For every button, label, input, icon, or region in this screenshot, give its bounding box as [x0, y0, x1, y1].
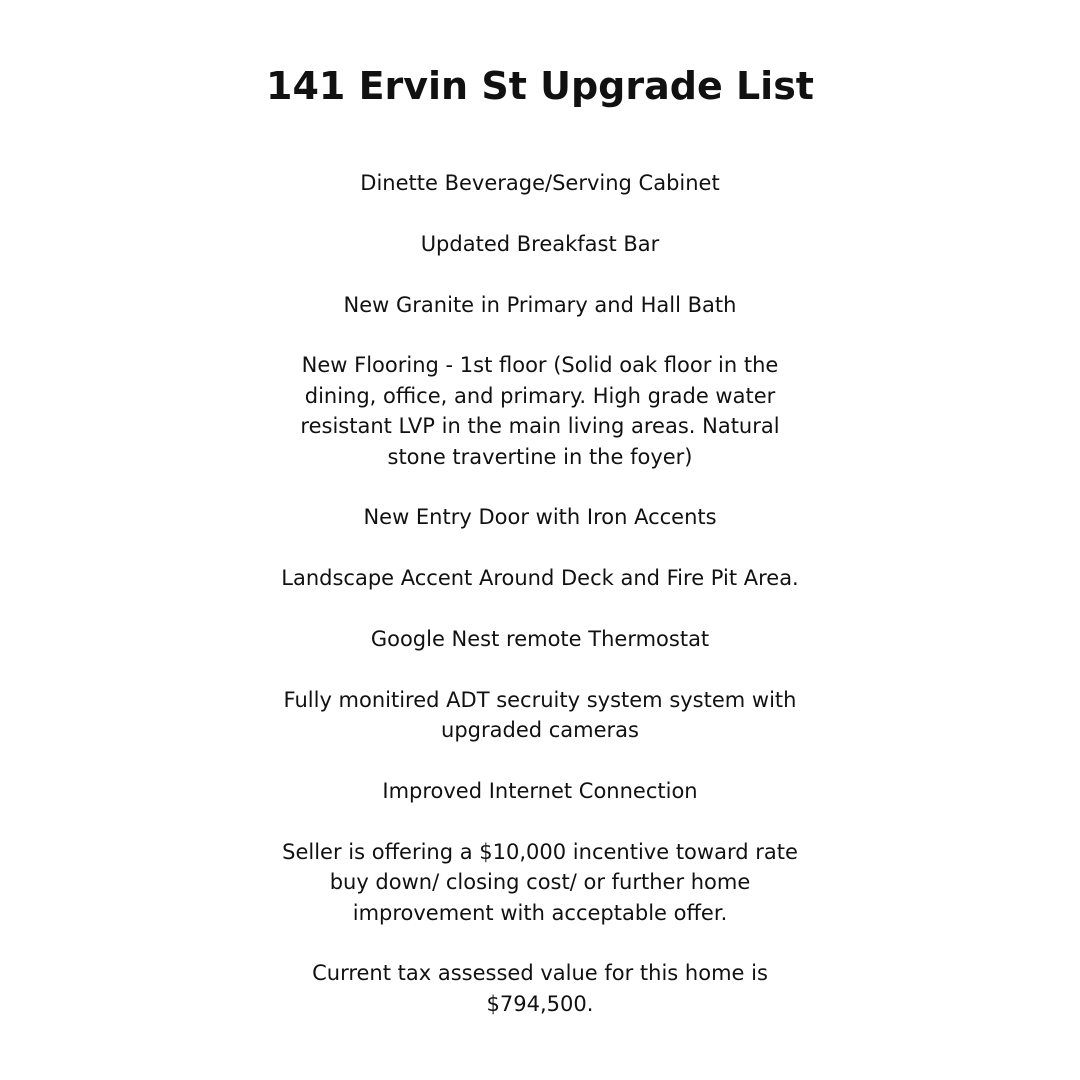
- list-item-entry-door: New Entry Door with Iron Accents: [363, 505, 717, 530]
- list-item-thermostat: Google Nest remote Thermostat: [370, 627, 710, 651]
- list-item-landscape: Landscape Accent Around Deck and Fire Pit Area.: [281, 566, 799, 591]
- list-item-granite: New Granite in Primary and Hall Bath: [343, 292, 737, 317]
- list-item-tax-value: Current tax assessed value for this home is $794,500.: [312, 961, 768, 1016]
- upgrade-list: [270, 168, 810, 1019]
- list-item-breakfast-bar: Updated Breakfast Bar: [420, 231, 660, 256]
- list-item-seller-incentive: Seller is offering a $10,000 incentive toward rate buy down/ closing cost/ or further home improvement with acceptable offer.: [282, 839, 798, 925]
- list-item-internet: Improved Internet Connection: [382, 779, 698, 803]
- list-item-security-system: Fully monitired ADT secruity system system with upgraded cameras: [283, 687, 797, 743]
- list-item-cabinet: Dinette Beverage/Serving Cabinet: [360, 171, 720, 195]
- page-title: 141 Ervin St Upgrade List: [266, 64, 814, 108]
- list-item-flooring: New Flooring - 1st floor (Solid oak floor in the dining, office, and primary. High grade water resistant LVP in the main living areas. Natural stone travertine in the foyer): [300, 353, 780, 469]
